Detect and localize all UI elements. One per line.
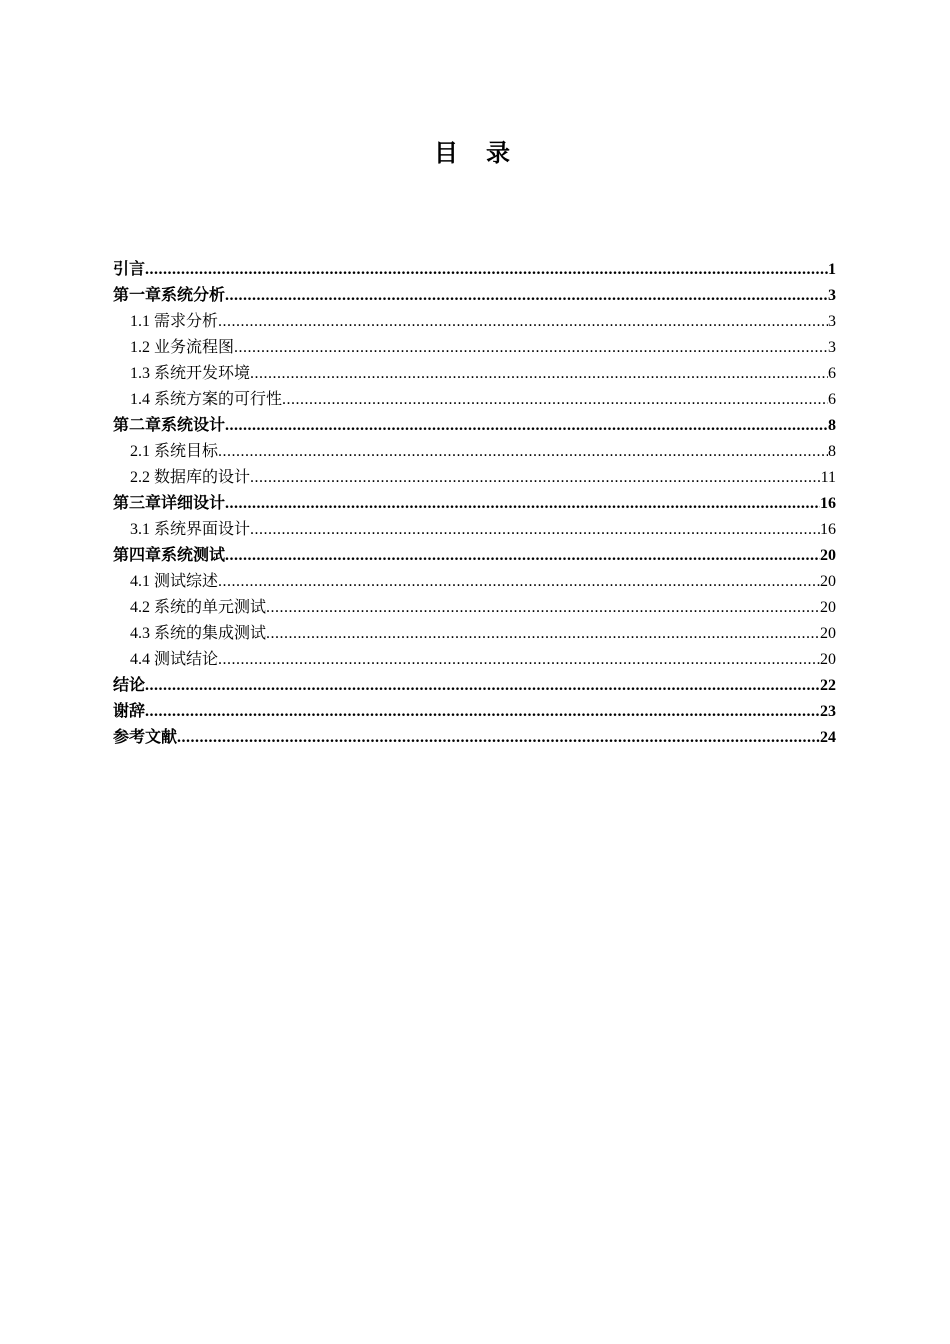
toc-dot-leader [225, 543, 820, 569]
toc-section-entry[interactable] [113, 387, 836, 413]
toc-dot-leader [218, 309, 828, 335]
page-title [0, 136, 950, 172]
toc-dot-leader [234, 335, 828, 361]
toc-entry-title: 2.1 系统目标 [130, 443, 219, 460]
toc-dot-leader [225, 413, 828, 439]
toc-page-number: 3 [828, 313, 836, 330]
title-char: 目 [434, 141, 464, 167]
toc-chapter-entry[interactable] [113, 725, 836, 751]
toc-entry-title: 谢辞 [113, 703, 146, 720]
toc-entry-title: 4.1 测试综述 [130, 573, 219, 590]
toc-entry-title: 3.1 系统界面设计 [130, 521, 251, 538]
toc-entry-title: 4.3 系统的集成测试 [130, 625, 267, 642]
toc-dot-leader [250, 361, 828, 387]
toc-dot-leader [145, 699, 820, 725]
toc-entry-title: 1.2 业务流程图 [130, 339, 235, 356]
toc-section-entry[interactable] [113, 621, 836, 647]
toc-section-entry[interactable] [113, 595, 836, 621]
toc-section-entry[interactable] [113, 647, 836, 673]
toc-page-number: 20 [820, 547, 836, 564]
toc-entry-title: 第三章详细设计 [113, 495, 226, 512]
toc-section-entry[interactable] [113, 569, 836, 595]
toc-section-entry[interactable] [113, 517, 836, 543]
toc-page-number: 6 [828, 365, 836, 382]
toc-entry-title: 第四章系统测试 [113, 547, 226, 564]
toc-dot-leader [145, 257, 828, 283]
toc-page-number: 20 [820, 599, 836, 616]
toc-section-entry[interactable] [113, 335, 836, 361]
toc-chapter-entry[interactable] [113, 699, 836, 725]
toc-entry-title: 4.2 系统的单元测试 [130, 599, 267, 616]
toc-page-number: 23 [820, 703, 836, 720]
toc-section-entry[interactable] [113, 309, 836, 335]
toc-chapter-entry[interactable] [113, 491, 836, 517]
toc-page-number: 3 [828, 339, 836, 356]
toc-entry-title: 结论 [113, 677, 146, 694]
toc-page-number: 20 [820, 625, 836, 642]
toc-page-number: 1 [828, 261, 836, 278]
toc-dot-leader [282, 387, 828, 413]
toc-page-number: 6 [828, 391, 836, 408]
toc-entry-title: 1.4 系统方案的可行性 [130, 391, 283, 408]
toc-entry-title: 第一章系统分析 [113, 287, 226, 304]
toc-page-number: 16 [820, 521, 836, 538]
toc-dot-leader [218, 647, 820, 673]
toc-chapter-entry[interactable] [113, 283, 836, 309]
toc-section-entry[interactable] [113, 361, 836, 387]
toc-dot-leader [266, 595, 820, 621]
toc-dot-leader [218, 439, 828, 465]
toc-chapter-entry[interactable] [113, 257, 836, 283]
toc-chapter-entry[interactable] [113, 543, 836, 569]
table-of-contents [113, 257, 836, 751]
toc-entry-title: 2.2 数据库的设计 [130, 469, 251, 486]
toc-entry-title: 1.3 系统开发环境 [130, 365, 251, 382]
toc-page-number: 24 [820, 729, 836, 746]
toc-dot-leader [250, 517, 820, 543]
toc-page-number: 11 [820, 469, 836, 486]
toc-chapter-entry[interactable] [113, 413, 836, 439]
toc-dot-leader [266, 621, 820, 647]
toc-page-number: 8 [828, 443, 836, 460]
toc-page-number: 3 [828, 287, 836, 304]
toc-entry-title: 4.4 测试结论 [130, 651, 219, 668]
toc-page-number: 22 [820, 677, 836, 694]
toc-dot-leader [225, 283, 828, 309]
toc-chapter-entry[interactable] [113, 673, 836, 699]
toc-page-number: 8 [828, 417, 836, 434]
toc-entry-title: 参考文献 [113, 729, 178, 746]
toc-page-number: 20 [820, 651, 836, 668]
toc-dot-leader [177, 725, 820, 751]
toc-entry-title: 1.1 需求分析 [130, 313, 219, 330]
toc-dot-leader [218, 569, 820, 595]
toc-dot-leader [145, 673, 820, 699]
title-char: 录 [486, 141, 516, 167]
toc-page-number: 16 [820, 495, 836, 512]
toc-dot-leader [225, 491, 820, 517]
toc-section-entry[interactable] [113, 439, 836, 465]
toc-dot-leader [250, 465, 821, 491]
toc-section-entry[interactable] [113, 465, 836, 491]
toc-entry-title: 引言 [113, 261, 146, 278]
toc-entry-title: 第二章系统设计 [113, 417, 226, 434]
toc-page-number: 20 [820, 573, 836, 590]
